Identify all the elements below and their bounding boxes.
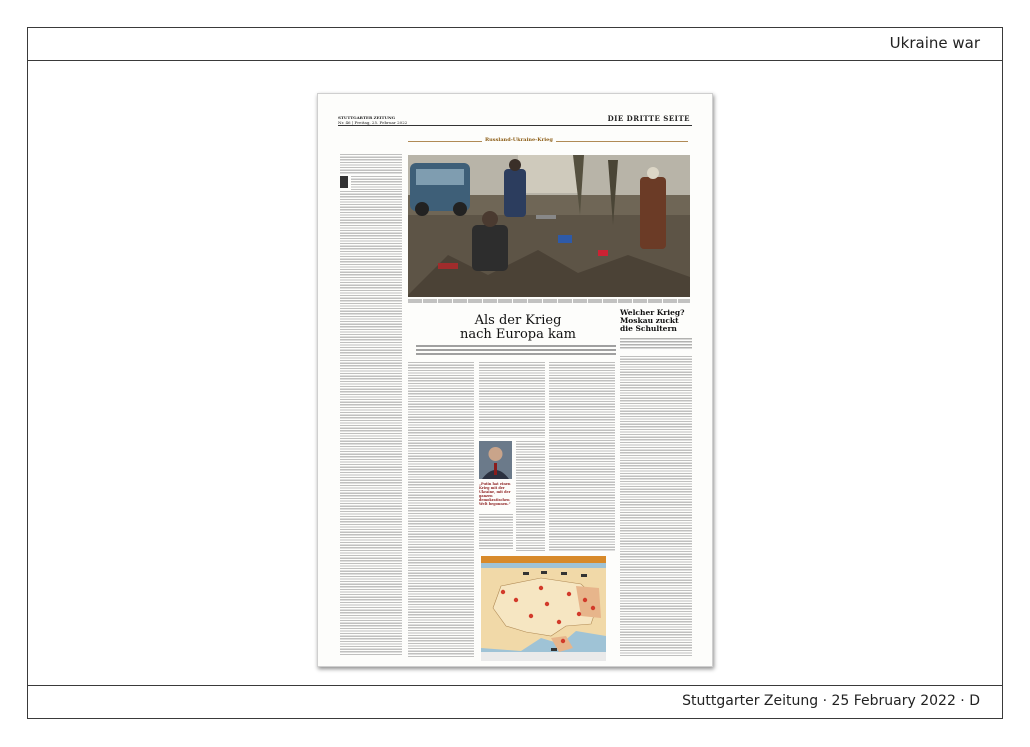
masthead-rule <box>338 125 692 126</box>
text-column-3b <box>516 441 545 551</box>
masthead: STUTTGARTER ZEITUNG Nr. 46 | Freitag, 25. Februar 2022 <box>338 115 408 125</box>
text-column-2 <box>408 362 474 657</box>
main-photo <box>408 155 690 297</box>
ukraine-map-image <box>481 556 606 661</box>
photo-caption <box>408 299 690 303</box>
text-column-5 <box>620 356 692 656</box>
title-bar <box>28 28 1002 61</box>
text-column-3a <box>479 362 545 438</box>
text-column-1 <box>351 176 402 190</box>
war-scene-image <box>408 155 690 297</box>
slide-title: Ukraine war <box>889 34 980 52</box>
war-map <box>481 556 606 661</box>
text-column-1b <box>340 191 402 656</box>
text-column-3c <box>479 514 513 550</box>
text-column-1a <box>340 154 402 174</box>
newspaper-page <box>317 93 713 667</box>
source-caption: Stuttgarter Zeitung · 25 February 2022 · D <box>682 693 980 709</box>
headline-deck <box>416 345 616 355</box>
source-bar <box>28 685 1002 718</box>
side-deck <box>620 338 692 350</box>
section-title: DIE DRITTE SEITE <box>607 114 690 123</box>
pull-quote: „Putin hat einen Krieg mit der Ukraine, mit der ganzen demokratischen Welt begonnen.“ <box>479 482 511 506</box>
portrait-photo <box>479 441 512 479</box>
drop-cap <box>340 176 348 188</box>
side-headline: Welcher Krieg? Moskau zuckt die Schultern <box>620 308 685 333</box>
text-column-4 <box>549 362 615 552</box>
headline: Als der Krieg nach Europa kam <box>460 313 576 342</box>
kicker: Russland-Ukraine-Krieg <box>482 137 556 143</box>
portrait-image <box>479 441 512 479</box>
